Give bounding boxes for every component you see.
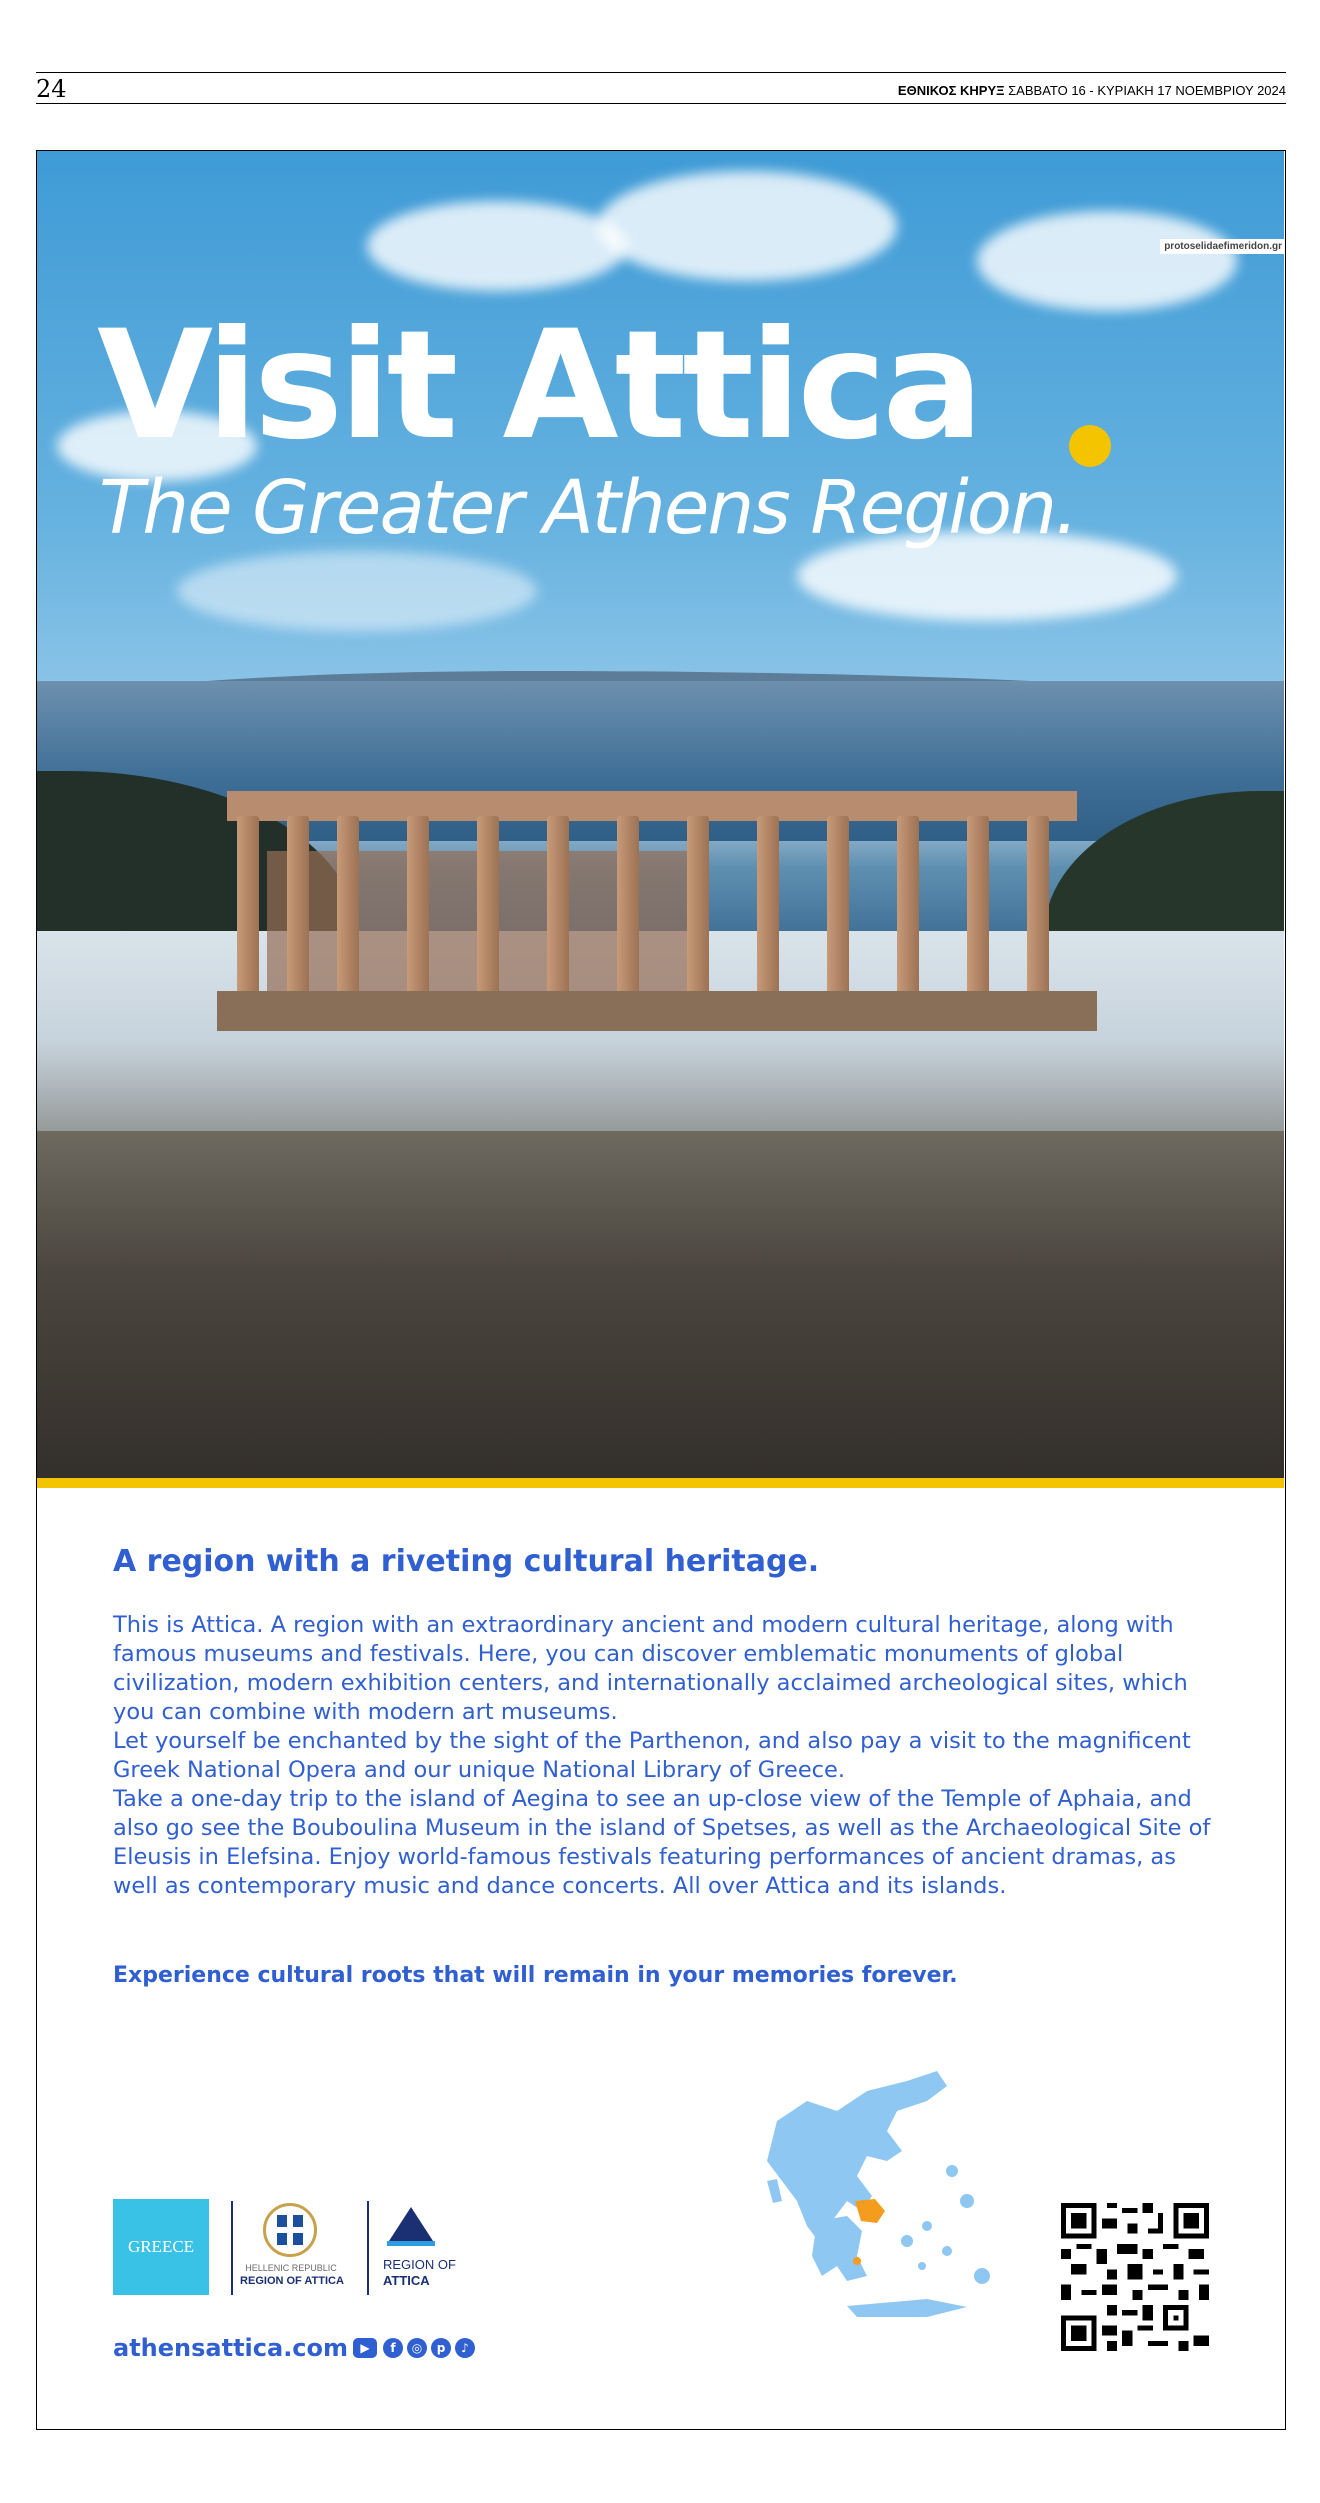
- body-paragraph: This is Attica. A region with an extraordinary ancient and modern cultural heritage, along with famous museums and festivals. Here, you can discover emblematic monuments of global civilization, modern exhibition centers, and internationally acclaimed archeological sites, which you can combine with modern art museums.: [113, 1612, 1188, 1725]
- body-copy: [113, 1611, 1223, 1901]
- hero-title: Visit Attica: [97, 299, 980, 473]
- facebook-icon[interactable]: f: [383, 2338, 403, 2358]
- temple-column: [897, 816, 919, 996]
- temple-column: [757, 816, 779, 996]
- newspaper-meta: [898, 83, 1286, 98]
- temple-column: [687, 816, 709, 996]
- title-dot: [1069, 425, 1111, 467]
- cloud: [977, 211, 1237, 311]
- attica-logo-line2: ATTICA: [383, 2273, 430, 2288]
- aegean-island: [918, 2262, 926, 2270]
- attica-logo-line1: REGION OF: [383, 2257, 456, 2272]
- greece-logo: [113, 2199, 209, 2295]
- tagline: Experience cultural roots that will remain in your memories forever.: [113, 1963, 958, 1988]
- body-paragraph: Let yourself be enchanted by the sight of the Parthenon, and also pay a visit to the magnificent Greek National Opera and our unique National Library of Greece.: [113, 1728, 1191, 1783]
- crete: [847, 2299, 967, 2317]
- paper-name: ΕΘΝΙΚΟΣ ΚΗΡΥΞ: [897, 83, 1005, 98]
- temple-column: [967, 816, 989, 996]
- hero-subtitle: The Greater Athens Region.: [99, 465, 1077, 551]
- temple-column: [827, 816, 849, 996]
- aegean-island: [974, 2268, 990, 2284]
- cloud: [177, 551, 537, 631]
- aegean-island: [922, 2221, 932, 2231]
- temple-column: [477, 816, 499, 996]
- temple-column: [337, 816, 359, 996]
- body-paragraph: Take a one-day trip to the island of Aegina to see an up-close view of the Temple of Aphaia, and also go see the Bouboulina Museum in the island of Spetses, as well as the Archaeological Site of Eleusis in Elefsina. Enjoy world-famous festivals featuring performances of ancient dramas, as well as contemporary music and dance concerts. All over Attica and its islands.: [113, 1786, 1211, 1899]
- temple-column: [287, 816, 309, 996]
- region-of-attica-logo-bar: [387, 2241, 435, 2246]
- issue-date: ΣΑΒΒΑΤΟ 16 - ΚΥΡΙΑΚΗ 17 ΝΟΕΜΒΡΙΟΥ 2024: [1008, 83, 1286, 98]
- hellenic-republic-label: HELLENIC REPUBLIC: [245, 2263, 337, 2273]
- ionian-islands: [767, 2179, 782, 2203]
- temple-column: [237, 816, 259, 996]
- rocky-foreground: [37, 1131, 1284, 1478]
- logo-separator: [231, 2201, 233, 2295]
- temple-column: [617, 816, 639, 996]
- aegean-island: [960, 2194, 974, 2208]
- watermark: protoselidaefimeridon.gr: [1160, 239, 1284, 254]
- tiktok-icon[interactable]: ♪: [455, 2338, 475, 2358]
- attica-highlight: [855, 2199, 885, 2223]
- page-number: 24: [36, 75, 67, 103]
- aegean-island: [946, 2165, 958, 2177]
- advertisement: [36, 150, 1286, 2430]
- coat-of-arms-icon: [277, 2215, 303, 2245]
- cloud: [367, 201, 627, 291]
- greece-logo-text: GREECE: [127, 2237, 195, 2256]
- peloponnese: [812, 2216, 867, 2281]
- region-of-attica-label: REGION OF ATTICA: [240, 2275, 344, 2287]
- newspaper-header: [36, 72, 1286, 104]
- yellow-divider: [37, 1478, 1284, 1488]
- temple-column: [1027, 816, 1049, 996]
- pinterest-icon[interactable]: p: [431, 2338, 451, 2358]
- greece-map: [737, 2051, 1037, 2331]
- temple-column: [407, 816, 429, 996]
- cloud: [597, 171, 897, 281]
- logo-separator: [367, 2201, 369, 2295]
- section-headline: A region with a riveting cultural heritage.: [113, 1544, 820, 1579]
- aegean-island: [942, 2246, 952, 2256]
- temple-column: [547, 816, 569, 996]
- instagram-icon[interactable]: ◎: [407, 2338, 427, 2358]
- region-of-attica-logo-icon: [389, 2207, 433, 2241]
- hero-photo: [37, 151, 1284, 1478]
- youtube-icon[interactable]: ▶: [353, 2338, 377, 2358]
- qr-code[interactable]: [1061, 2203, 1209, 2351]
- aegean-island: [853, 2257, 861, 2265]
- website-link[interactable]: athensattica.com: [113, 2334, 349, 2362]
- temple-stylobate: [217, 991, 1097, 1031]
- aegean-island: [901, 2235, 913, 2247]
